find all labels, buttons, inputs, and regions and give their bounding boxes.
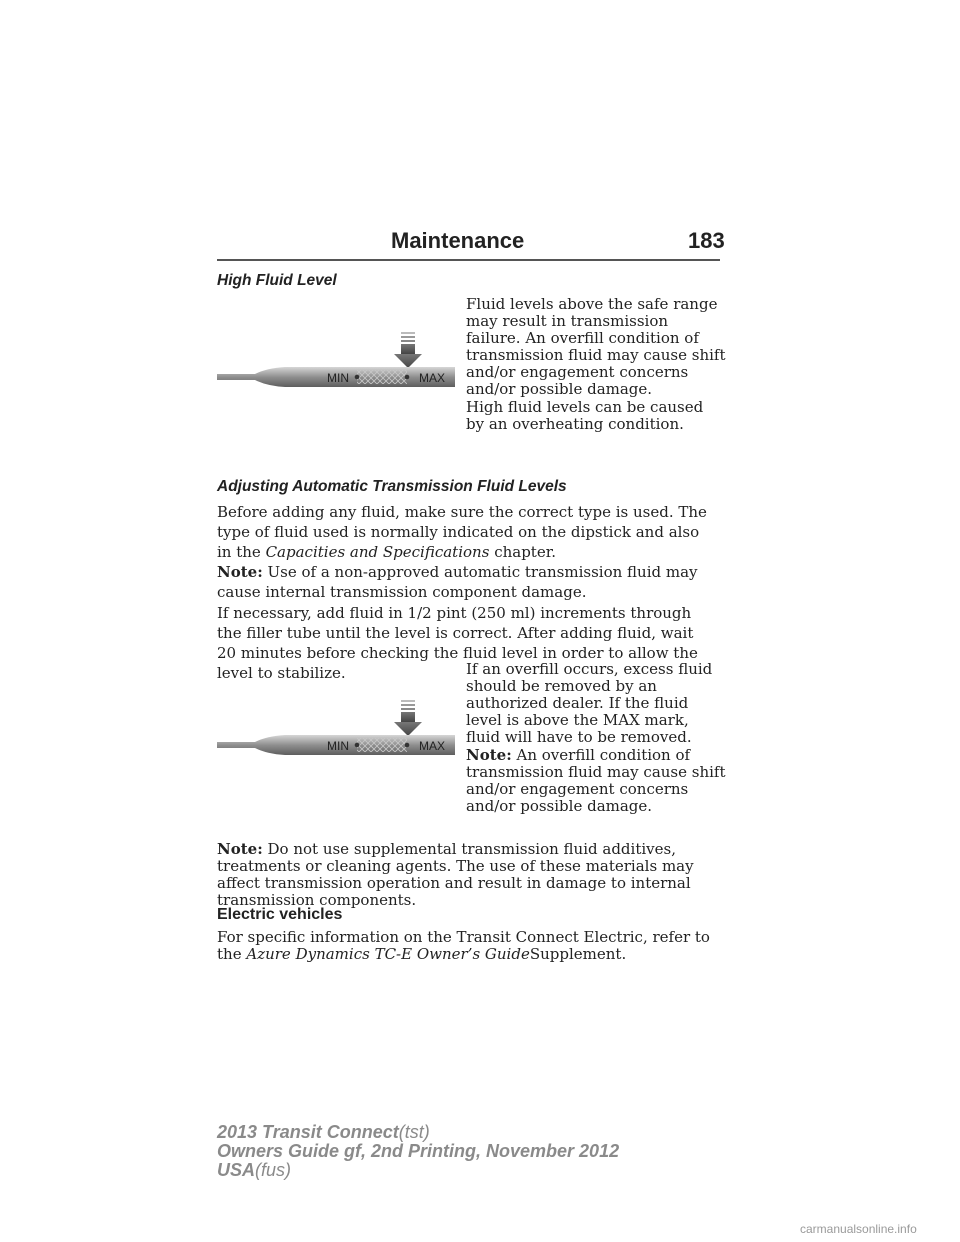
heading-electric-vehicles: Electric vehicles [217,906,343,923]
high-fluid-paragraph-2: High fluid levels can be caused by an overheating condition. [466,398,704,433]
high-fluid-paragraph-1: Fluid levels above the safe range may result in transmission failure. An overfill condition of transmission fluid may cause shift and/or engagement concerns and/or possible damage. [466,295,726,398]
overfill-note: Note: An overfill condition of transmission fluid may cause shift and/or engagement concerns and/or possible damage. [466,746,726,815]
max-mark-label: MAX [419,739,446,753]
overfill-paragraph: If an overfill occurs, excess fluid should be removed by an authorized dealer. If the fluid level is above the MAX mark, fluid will have to be removed. [466,660,713,746]
footer-printing-line: Owners Guide gf, 2nd Printing, November 2012 [217,1141,620,1161]
azure-guide-reference: Azure Dynamics TC-E Owner’s Guide [246,945,530,963]
header-divider [217,259,720,261]
page-title: Maintenance [391,228,525,253]
dipstick-illustration-high [215,330,455,392]
note-label: Note: [217,840,263,858]
min-mark-label: MIN [327,371,349,385]
adjust-paragraph-1: Before adding any fluid, make sure the correct type is used. The type of fluid used is normally indicated on the dipstick and also in the Capacities and Specifications chapter. [217,503,707,561]
footer-vehicle-line: 2013 Transit Connect(tst) [217,1122,430,1142]
electric-paragraph: For specific information on the Transit Connect Electric, refer to the Azure Dynamics TC-E Owner’s GuideSupplement. [217,928,710,963]
footer-market-line: USA(fus) [217,1160,292,1180]
dipstick-illustration-overfill [215,698,455,760]
heading-high-fluid-level: High Fluid Level [217,272,337,289]
capacities-reference: Capacities and Specifications [265,543,490,561]
note-label: Note: [217,563,263,581]
adjust-note-1: Note: Use of a non-approved automatic transmission fluid may cause internal transmission component damage. [217,563,698,601]
watermark: carmanualsonline.info [800,1222,917,1236]
additives-note: Note: Do not use supplemental transmission fluid additives, treatments or cleaning agents. The use of these materials may affect transmission operation and result in damage to internal transmission components. [217,840,694,909]
page-number: 183 [688,228,725,253]
heading-adjusting-fluid-levels: Adjusting Automatic Transmission Fluid Levels [217,478,567,495]
note-label: Note: [466,746,512,764]
adjust-paragraph-2: If necessary, add fluid in 1/2 pint (250 ml) increments through the filler tube until the level is correct. After adding fluid, wait 20 minutes before checking the fluid level in order to allow the level to stabilize. [217,604,698,682]
max-mark-label: MAX [419,371,446,385]
min-mark-label: MIN [327,739,349,753]
